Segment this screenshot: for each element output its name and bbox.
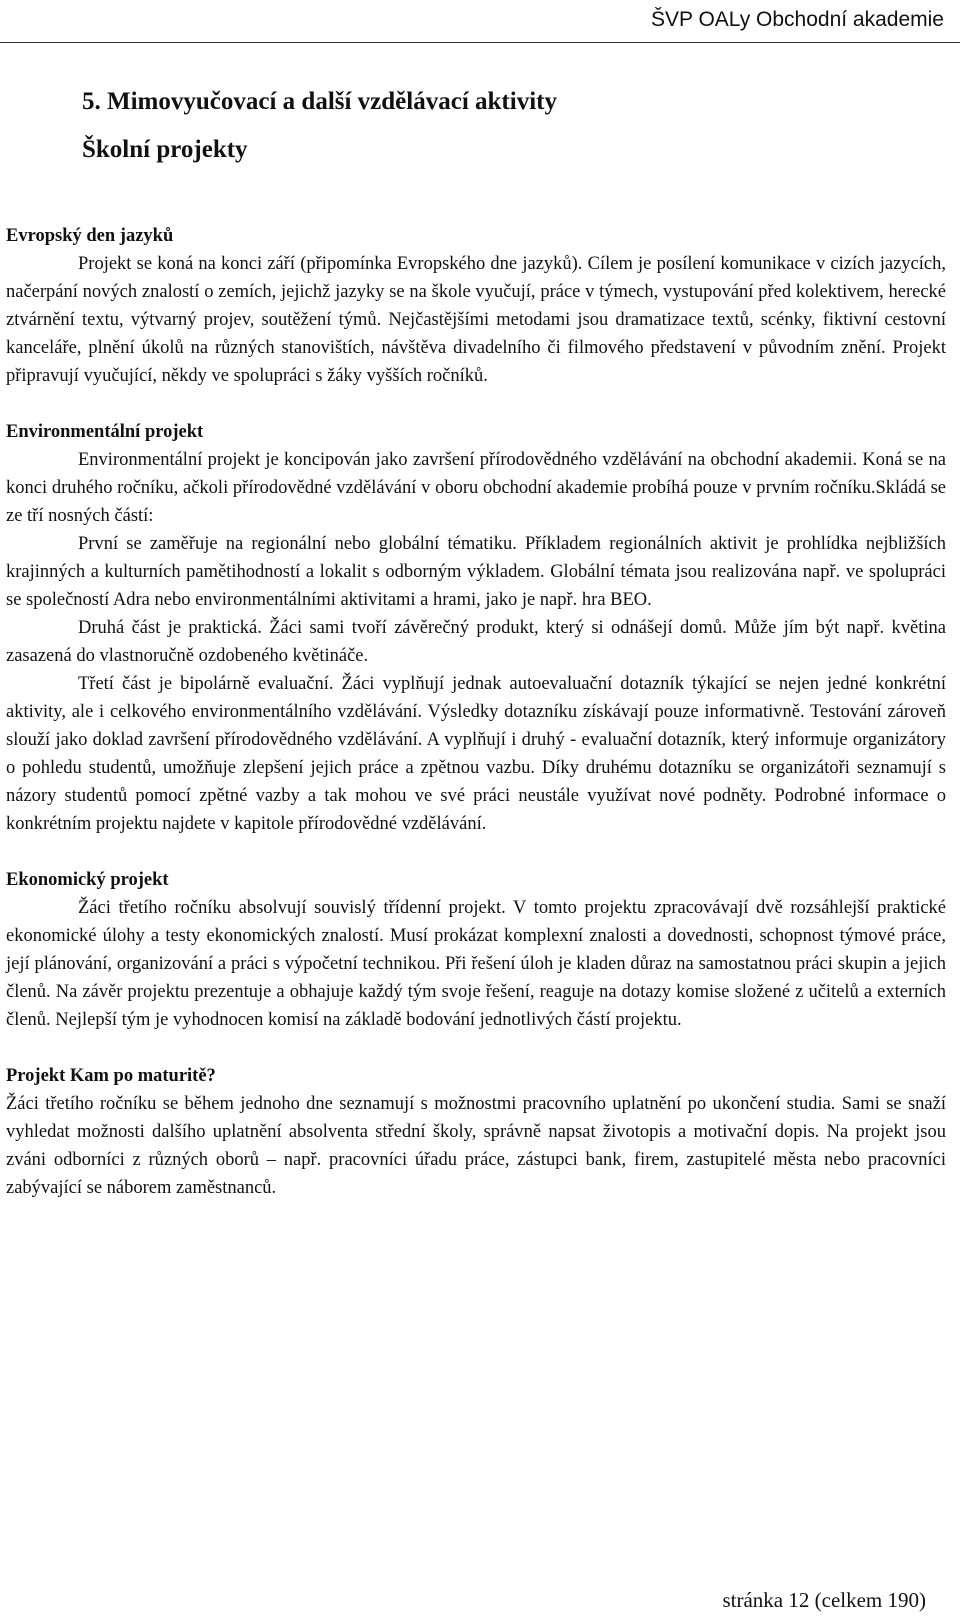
chapter-title: 5. Mimovyučovací a další vzdělávací aktivity — [82, 88, 557, 115]
section-heading: Projekt Kam po maturitě? — [6, 1066, 216, 1086]
section-environmentalni — [6, 418, 946, 838]
section-ekonomicky — [6, 866, 946, 1034]
paragraph: První se zaměřuje na regionální nebo globální tématiku. Příkladem regionálních aktivit je prohlídka nejbližších krajinných a kulturních pamětihodností a lokalit s odborným výkladem. Globální témata jsou realizována např. ve spolupráci se společností Adra nebo environmentálními aktivitami a hrami, jako je např. hra BEO. — [6, 534, 946, 610]
paragraph: Projekt se koná na konci září (připomínka Evropského dne jazyků). Cílem je posílení komunikace v cizích jazycích, načerpání nových znalostí o zemích, jejichž jazyky se na škole vyučují, práce v týmech, vystupování před kolektivem, herecké ztvárnění textu, výtvarný projev, soutěžení týmů. Nejčastějšími metodami jsou dramatizace textů, scénky, fiktivní cestovní kanceláře, plnění úkolů na různých stanovištích, návštěva divadelního či filmového představení v původním znění. Projekt připravují vyučující, někdy ve spolupráci s žáky vyšších ročníků. — [6, 254, 946, 386]
paragraph: Žáci třetího ročníku se během jednoho dne seznamují s možnostmi pracovního uplatnění po ukončení studia. Sami se snaží vyhledat možnosti dalšího uplatnění absolventa střední školy, správně napsat životopis a motivační dopis. Na projekt jsou zváni odborníci z různých oborů – např. pracovníci úřadu práce, zástupci bank, firem, zastupitelé města nebo pracovníci zabývající se náborem zaměstnanců. — [6, 1094, 946, 1198]
paragraph: Environmentální projekt je koncipován jako završení přírodovědného vzdělávání na obchodní akademii. Koná se na konci druhého ročníku, ačkoli přírodovědné vzdělávání v oboru obchodní akademie probíhá pouze v prvním ročníku.Skládá se ze tří nosných částí: — [6, 450, 946, 526]
page-number: stránka 12 (celkem 190) — [722, 1588, 926, 1612]
section-heading: Environmentální projekt — [6, 422, 204, 442]
section-kam-po-maturite — [6, 1062, 946, 1202]
paragraph: Třetí část je bipolárně evaluační. Žáci vyplňují jednak autoevaluační dotazník týkající se nejen jedné konkrétní aktivity, ale i celkového environmentálního vzdělávání. Výsledky dotazníku získávají pouze informativně. Testování zároveň slouží jako doklad završení přírodovědného vzdělávání. A vyplňují i druhý - evaluační dotazník, který informuje organizátory o pohledu studentů, umožňuje zlepšení jejich práce a zpětnou vazbu. Díky druhému dotazníku se organizátoři seznamují s názory studentů pomocí zpětné vazby a tak mohou ve své práci neustále využívat nové podněty. Podrobné informace o konkrétním projektu najdete v kapitole přírodovědné vzdělávání. — [6, 674, 946, 834]
section-group-title: Školní projekty — [82, 136, 248, 163]
section-heading: Evropský den jazyků — [6, 226, 174, 246]
document-header: ŠVP OALy Obchodní akademie — [650, 8, 944, 31]
paragraph: Žáci třetího ročníku absolvují souvislý třídenní projekt. V tomto projektu zpracovávají dvě rozsáhlejší praktické ekonomické úlohy a testy ekonomických znalostí. Musí prokázat komplexní znalosti a dovednosti, schopnost týmové práce, její plánování, organizování a práci s výpočetní technikou. Při řešení úloh je kladen důraz na samostatnou práci skupin a jejich členů. Na závěr projektu prezentuje a obhajuje každý tým svoje řešení, reaguje na dotazy komise složené z učitelů a externích členů. Nejlepší tým je vyhodnocen komisí na základě bodování jednotlivých částí projektu. — [6, 898, 946, 1030]
section-evropsky-den — [6, 222, 946, 390]
header-divider — [0, 42, 960, 43]
paragraph: Druhá část je praktická. Žáci sami tvoří závěrečný produkt, který si odnášejí domů. Může jím být např. květina zasazená do vlastnoručně ozdobeného květináče. — [6, 618, 946, 666]
section-heading: Ekonomický projekt — [6, 870, 169, 890]
document-body — [6, 222, 946, 1230]
